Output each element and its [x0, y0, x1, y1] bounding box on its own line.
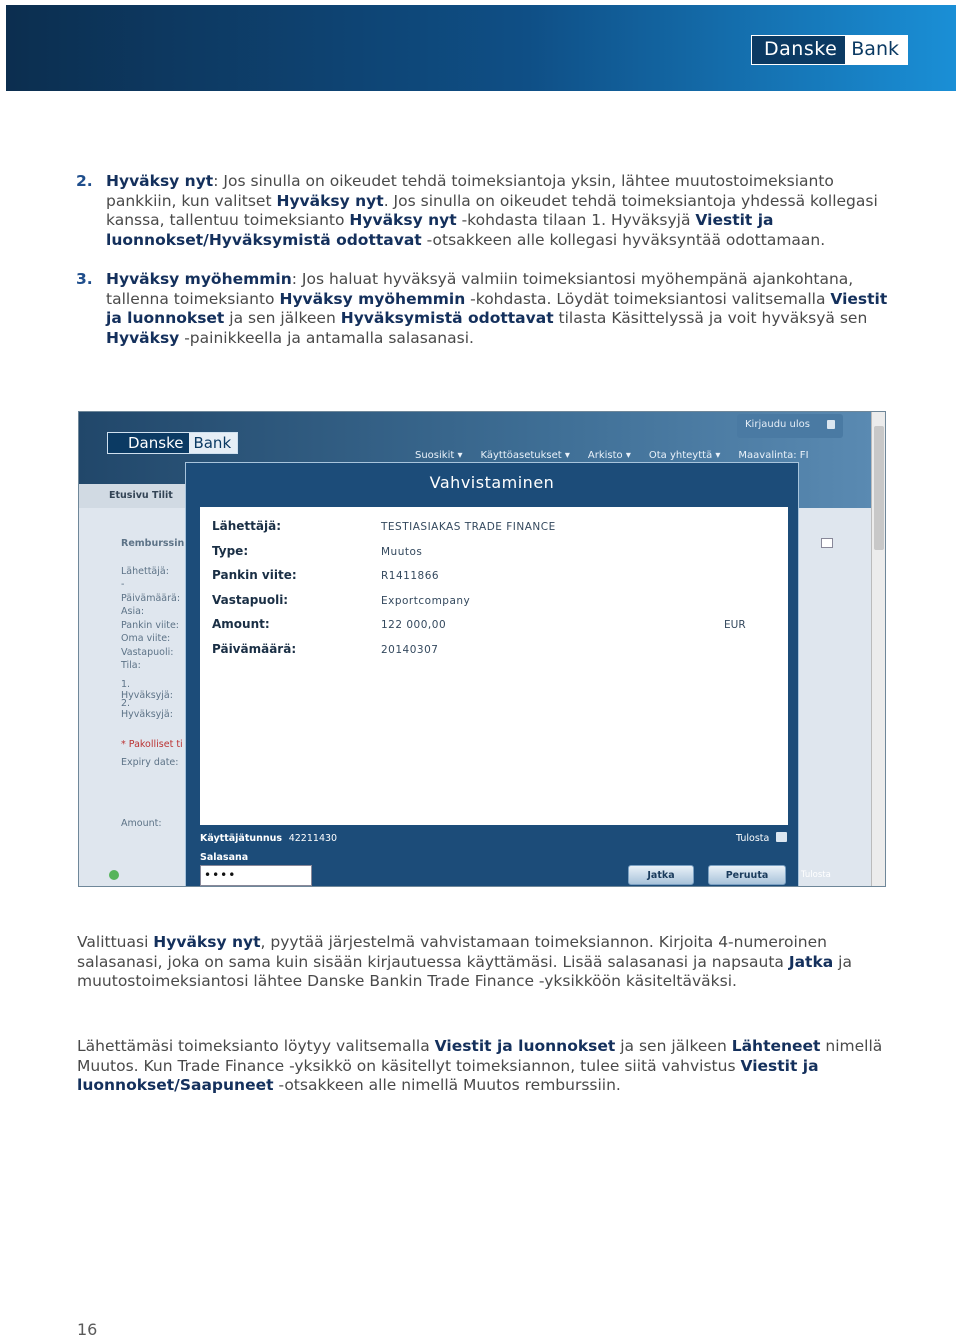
highlight-text: Hyväksy nyt [153, 933, 261, 951]
highlight-text: Hyväksy myöhemmin [279, 289, 466, 308]
password-input[interactable]: •••• [200, 865, 312, 886]
side-item: - [121, 579, 125, 590]
field-label-date: Päivämäärä: [212, 642, 297, 656]
body-text: ja sen jälkeen [615, 1037, 732, 1055]
logo-part2: Bank [845, 36, 907, 64]
side-item: Pankin viite: [121, 620, 179, 631]
user-id [200, 833, 337, 844]
top-menu [415, 450, 827, 461]
print-link[interactable]: Tulosta [736, 833, 770, 844]
step-3 [76, 270, 896, 348]
paragraph-sent-text [77, 1037, 882, 1094]
netbank-logo-part1: Danske [108, 433, 189, 453]
highlight-text: Hyväksy myöhemmin [106, 270, 292, 288]
right-panel [799, 508, 873, 887]
menu-item-archive[interactable]: Arkisto ▾ [587, 450, 631, 461]
side-approver: 2. Hyväksyjä: [121, 698, 173, 720]
footer-print-link[interactable]: Tulosta [801, 870, 831, 880]
step-3-text [106, 270, 887, 347]
highlight-text: Viestit ja luonnokset/Saapuneet [77, 1056, 819, 1094]
dialog-body [200, 507, 788, 825]
field-value-amount: 122 000,00 [381, 619, 447, 631]
cancel-button[interactable]: Peruuta [708, 865, 786, 885]
side-expiry: Expiry date: [121, 757, 179, 768]
body-text: tilasta Käsittelyssä ja voit hyväksyä sen [553, 309, 868, 327]
body-text: -painikkeella ja antamalla salasanasi. [179, 328, 474, 347]
body-text: Valittuasi [77, 933, 154, 951]
help-icon[interactable] [821, 538, 833, 548]
netbank-logo-part2: Bank [189, 433, 237, 453]
field-value-counterparty: Exportcompany [381, 595, 471, 607]
field-label-sender: Lähettäjä: [212, 519, 282, 533]
logout-label: Kirjaudu ulos [745, 419, 810, 430]
left-panel [79, 490, 185, 887]
menu-item-contact[interactable]: Ota yhteyttä ▾ [648, 450, 721, 461]
highlight-text: Viestit ja luonnokset [434, 1037, 616, 1055]
side-item: Vastapuoli: [121, 647, 174, 658]
highlight-text: Lähteneet [731, 1037, 821, 1055]
password-label: Salasana [200, 852, 249, 863]
field-label-amount: Amount: [212, 617, 270, 631]
step-3-number: 3. [76, 270, 93, 288]
highlight-text: Hyväksy nyt [349, 211, 457, 229]
highlight-text: Hyväksy [106, 328, 180, 347]
body-text: -otsakkeen alle kollegasi hyväksyntää odottamaan. [421, 230, 826, 249]
field-value-currency: EUR [724, 619, 746, 631]
side-item: Päivämäärä: [121, 593, 181, 604]
continue-button[interactable]: Jatka [628, 865, 694, 885]
user-id-label: Käyttäjätunnus [200, 833, 283, 844]
side-amount: Amount: [121, 818, 162, 829]
body-text: ja muutostoimeksiantosi lähtee Danske Bankin Trade Finance -yksikköön käsiteltäväksi. [77, 952, 852, 990]
header-banner [6, 5, 956, 91]
step-2 [76, 172, 896, 250]
body-text: nimellä Muutos. Kun Trade Finance -yksikkö on käsitellyt toimeksiannon, tulee siitä vahvistus [77, 1037, 883, 1075]
user-id-value: 42211430 [288, 833, 338, 844]
side-item: Lähettäjä: [121, 566, 169, 577]
paragraph-confirm [77, 933, 897, 992]
step-2-text [106, 172, 878, 249]
dialog-title: Vahvistaminen [429, 473, 555, 492]
side-approver: 1. Hyväksyjä: [121, 679, 173, 701]
danske-bank-logo [751, 35, 908, 65]
side-item: Oma viite: [121, 633, 171, 644]
logo-part1: Danske [752, 36, 845, 64]
scrollbar-thumb[interactable] [874, 426, 884, 550]
field-value-sender: TESTIASIAKAS TRADE FINANCE [381, 521, 556, 533]
side-required: * Pakolliset ti [121, 739, 183, 750]
side-title: Remburssin [121, 538, 185, 549]
lock-icon [827, 420, 835, 429]
highlight-text: Hyväksymistä odottavat [340, 309, 554, 327]
highlight-text: Viestit ja luonnokset [106, 289, 888, 327]
field-value-type: Muutos [381, 546, 423, 558]
status-indicator-icon [109, 870, 119, 880]
confirm-dialog [185, 462, 799, 887]
field-value-bank-ref: R1411866 [381, 570, 440, 582]
side-item: Asia: [121, 606, 145, 617]
field-label-counterparty: Vastapuoli: [212, 593, 289, 607]
body-text: ja sen jälkeen [224, 309, 341, 327]
highlight-text: Hyväksy nyt [276, 191, 384, 210]
menu-item-country[interactable]: Maavalinta: FI [738, 450, 809, 461]
breadcrumb[interactable]: Etusivu Tilit [79, 484, 185, 508]
body-text: -kohdasta. Löydät toimeksiantosi valitsemalla [465, 289, 831, 308]
highlight-text: Viestit ja luonnokset/Hyväksymistä odottavat [106, 211, 774, 249]
highlight-text: Jatka [788, 952, 834, 971]
paragraph-confirm-text [77, 933, 852, 990]
menu-item-settings[interactable]: Käyttöasetukset ▾ [480, 450, 570, 461]
body-text: , pyytää järjestelmä vahvistamaan toimeksiannon. Kirjoita 4-numeroinen salasanasi, joka on sama kuin sisään kirjautuessa käyttämäsi. Lisää salasanasi ja napsauta [77, 933, 827, 971]
body-text: -kohdasta tilaan 1. Hyväksyjä [456, 211, 696, 229]
netbank-logo [107, 432, 238, 454]
netbank-screenshot [78, 411, 886, 887]
body-text: -otsakkeen alle nimellä Muutos remburssiin. [273, 1076, 621, 1094]
body-text: Lähettämäsi toimeksianto löytyy valitsemalla [77, 1037, 435, 1055]
field-label-bank-ref: Pankin viite: [212, 568, 297, 582]
highlight-text: Hyväksy nyt [106, 172, 214, 190]
body-text: : Jos haluat hyväksyä valmiin toimeksiantosi myöhempänä ajankohtana, tallenna toimeksianto [106, 270, 854, 308]
logout-button[interactable] [737, 414, 843, 438]
side-item: Tila: [121, 660, 141, 671]
scrollbar[interactable] [871, 412, 885, 887]
body-text: : Jos sinulla on oikeudet tehdä toimeksiantoja yksin, lähtee muutostoimeksianto pankkiin, kun valitset [106, 172, 834, 210]
field-value-date: 20140307 [381, 644, 439, 656]
paragraph-sent [77, 1037, 897, 1096]
page-number: 16 [77, 1320, 98, 1336]
printer-icon[interactable] [776, 832, 787, 842]
body-text: . Jos sinulla on oikeudet tehdä toimeksiantoja yhdessä kollegasi kanssa, tallentuu toimeksianto [106, 191, 878, 229]
menu-item-favorites[interactable]: Suosikit ▾ [415, 450, 463, 461]
field-label-type: Type: [212, 544, 249, 558]
step-2-number: 2. [76, 172, 93, 190]
